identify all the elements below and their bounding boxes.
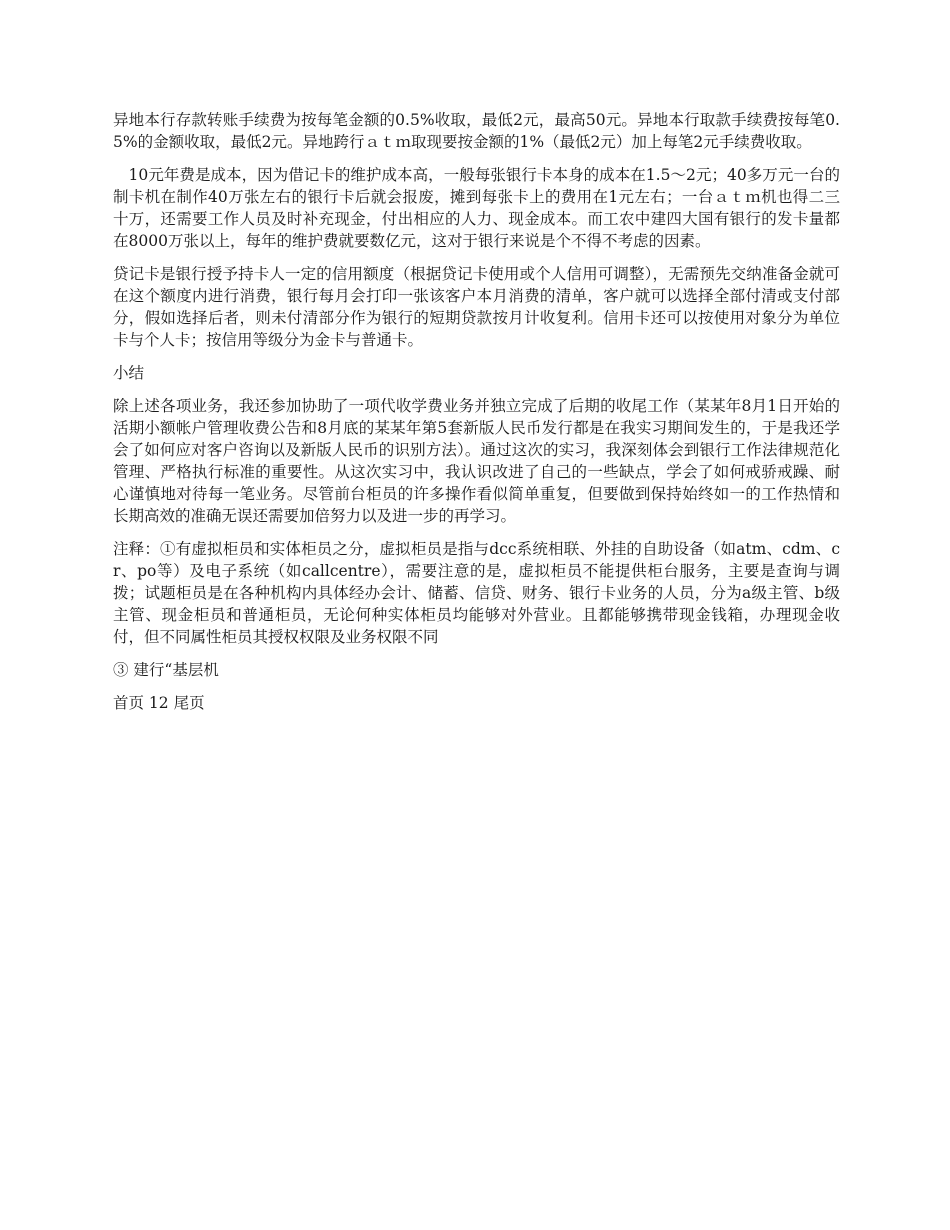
paragraph-credit-card: 贷记卡是银行授予持卡人一定的信用额度（根据贷记卡使用或个人信用可调整），无需预先交纳准备金就可在这个额度内进行消费，银行每月会打印一张该客户本月消费的清单，客户就可以选择全部付清或支付部分，假如选择后者，则未付清部分作为银行的短期贷款按月计收复利。信用卡还可以按使用对象分为单位卡与个人卡；按信用等级分为金卡与普通卡。 xyxy=(113,265,840,349)
paragraph-summary: 除上述各项业务，我还参加协助了一项代收学费业务并独立完成了后期的收尾工作（某某年8月1日开始的活期小额帐户管理收费公告和8月底的某某年第5套新版人民币发行都是在我实习期间发生的，于是我还学会了如何应对客户咨询以及新版人民币的识别方法）。通过这次的实习，我深刻体会到银行工作法律规范化管理、严格执行标准的重要性。从这次实习中，我认识改进了自己的一些缺点，学会了如何戒骄戒躁、耐心谨慎地对待每一笔业务。尽管前台柜员的许多操作看似简单重复，但要做到保持始终如一的工作热情和长期高效的准确无误还需要加倍努力以及进一步的再学习。 xyxy=(113,397,840,525)
document-body xyxy=(113,109,840,725)
paragraph-annual-fee: 10元年费是成本，因为借记卡的维护成本高，一般每张银行卡本身的成本在1.5～2元；40多万元一台的制卡机在制作40万张左右的银行卡后就会报废，摊到每张卡上的费用在1元左右；一台ａｔｍ机也得二三十万，还需要工作人员及时补充现金，付出相应的人力、现金成本。而工农中建四大国有银行的发卡量都在8000万张以上，每年的维护费就要数亿元，这对于银行来说是个不得不考虑的因素。 xyxy=(113,166,840,250)
paragraph-fees-transfer: 异地本行存款转账手续费为按每笔金额的0.5%收取，最低2元，最高50元。异地本行取款手续费按每笔0.5%的金额收取，最低2元。异地跨行ａｔｍ取现要按金额的1%（最低2元）加上每笔2元手续费收取。 xyxy=(113,111,840,151)
section-heading-summary: 小结 xyxy=(113,364,145,382)
pagination-text: 首页 12 尾页 xyxy=(113,694,205,712)
paragraph-notes: 注释：①有虚拟柜员和实体柜员之分，虚拟柜员是指与dcc系统相联、外挂的自助设备（如atm、cdm、cr、po等）及电子系统（如callcentre），需要注意的是，虚拟柜员不能提供柜台服务，主要是查询与调拨；试题柜员是在各种机构内具体经办会计、储蓄、信贷、财务、银行卡业务的人员，分为a级主管、b级主管、现金柜员和普通柜员，无论何种实体柜员均能够对外营业。且都能够携带现金钱箱，办理现金收付，但不同属性柜员其授权权限及业务权限不同 xyxy=(113,540,840,646)
paragraph-fragment: ③ 建行“基层机 xyxy=(113,661,219,679)
